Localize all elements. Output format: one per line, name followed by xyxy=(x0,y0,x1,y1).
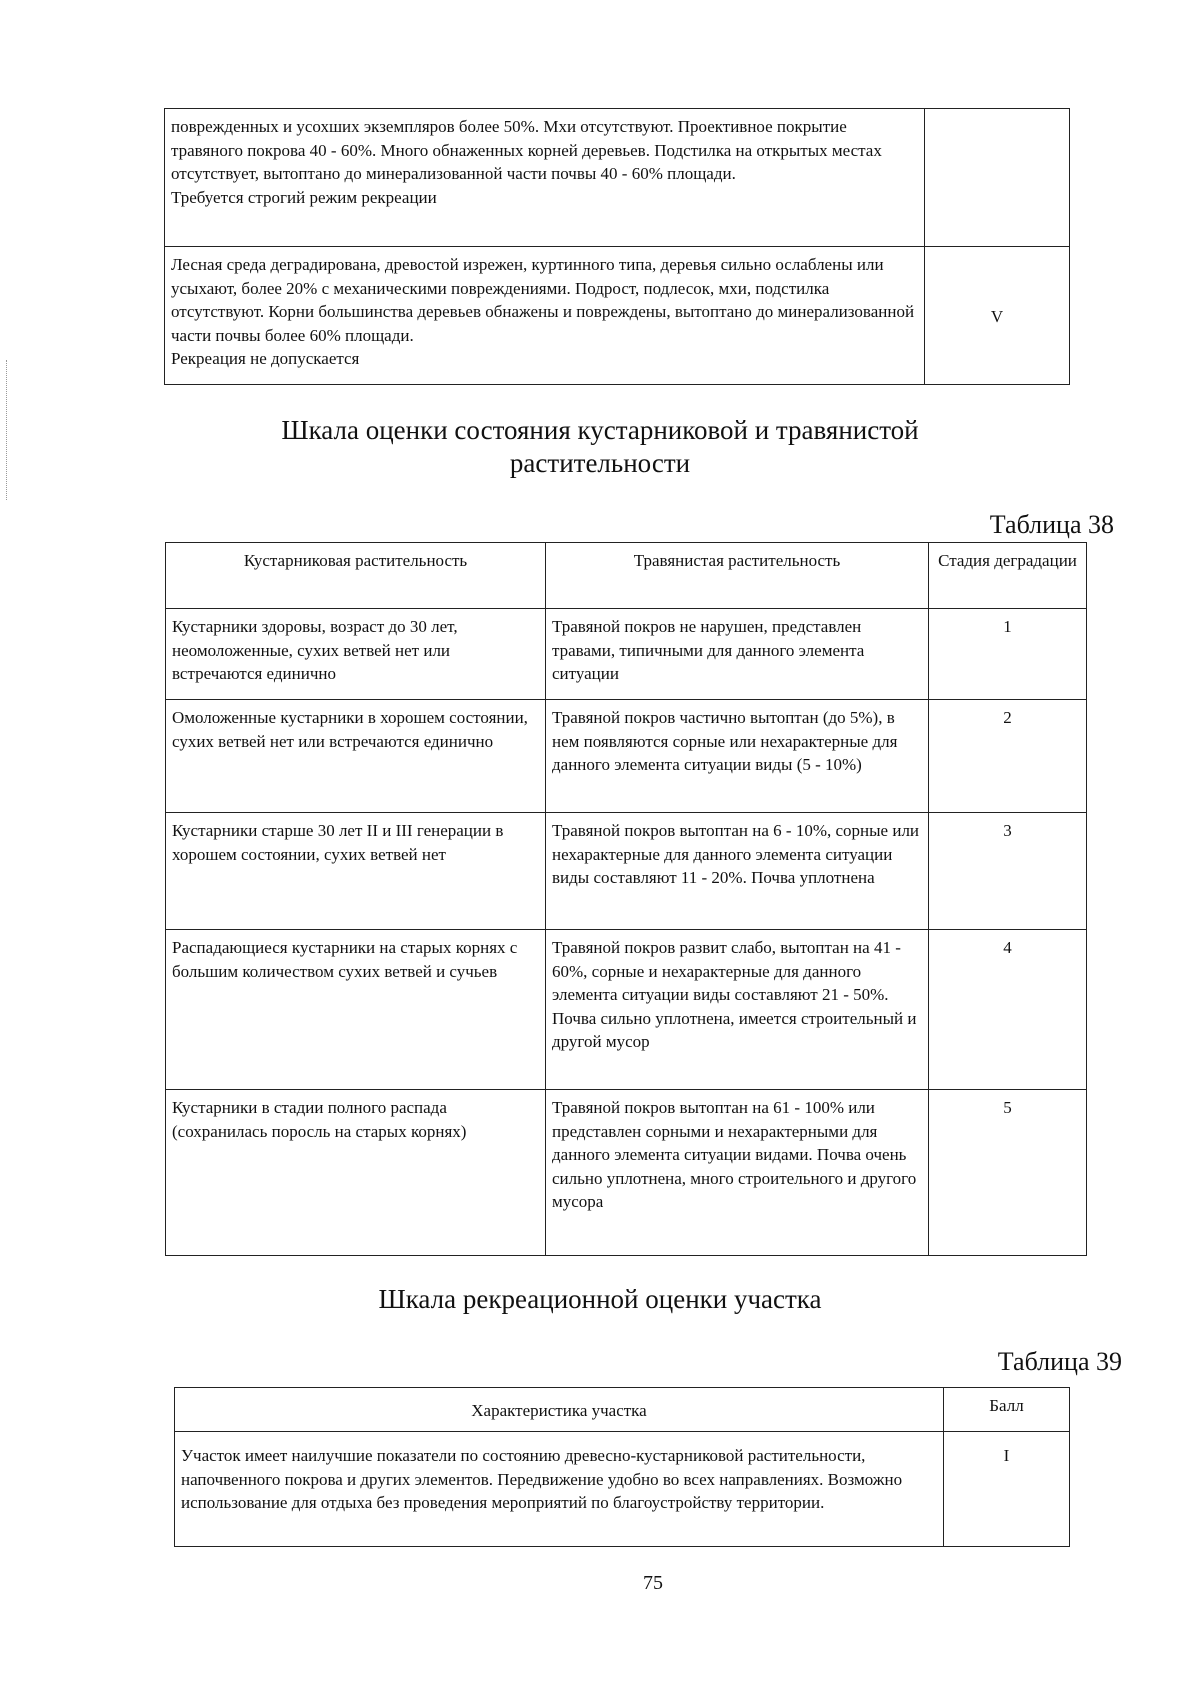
stage-cell: 1 xyxy=(929,609,1087,700)
grass-cell: Травяной покров частично вытоптан (до 5%), в нем появляются сорные или нехарактерные для данного элемента ситуации виды (5 - 10%) xyxy=(546,700,929,813)
grass-cell: Травяной покров развит слабо, вытоптан на 41 - 60%, сорные и нехарактерные для данного элемента ситуации виды составляют 21 - 50%. Почва сильно уплотнена, имеется строительный и другой мусор xyxy=(546,930,929,1090)
shrub-cell: Кустарники в стадии полного распада (сохранилась поросль на старых корнях) xyxy=(166,1090,546,1256)
recreation-note: Рекреация не допускается xyxy=(171,349,360,368)
score-cell: I xyxy=(944,1432,1070,1547)
table-row xyxy=(166,700,1087,813)
page-number: 75 xyxy=(643,1572,663,1594)
grade-cell xyxy=(925,109,1070,247)
section-title-shrub-grass: Шкала оценки состояния кустарниковой и травянистой растительности xyxy=(281,415,919,478)
characteristic-cell: Участок имеет наилучшие показатели по состоянию древесно-кустарниковой растительности, напочвенного покрова и других элементов. Передвижение удобно во всех направлениях. Возможно использование для отдыха без проведения мероприятий по благоустройству территории. xyxy=(175,1432,944,1547)
header-grass: Травянистая растительность xyxy=(546,543,929,609)
grass-cell: Травяной покров не нарушен, представлен травами, типичными для данного элемента ситуации xyxy=(546,609,929,700)
condition-description: поврежденных и усохших экземпляров более 50%. Мхи отсутствуют. Проективное покрытие травяного покрова 40 - 60%. Много обнаженных корней деревьев. Подстилка на открытых местах отсутствует, вытоптано до минерализованной части почвы 40 - 60% площади. Требуется строгий режим рекреации xyxy=(165,109,925,247)
table-row xyxy=(166,1090,1087,1256)
table-row xyxy=(166,930,1087,1090)
shrub-cell: Омоложенные кустарники в хорошем состоянии, сухих ветвей нет или встречаются единично xyxy=(166,700,546,813)
section-title-recreation: Шкала рекреационной оценки участка xyxy=(378,1284,822,1314)
stage-cell: 5 xyxy=(929,1090,1087,1256)
header-score: Балл xyxy=(944,1388,1070,1432)
header-characteristic: Характеристика участка xyxy=(175,1388,944,1432)
table-38 xyxy=(165,542,1087,1256)
table-header-row xyxy=(175,1388,1070,1432)
grass-cell: Травяной покров вытоптан на 61 - 100% или представлен сорными и нехарактерными для данного элемента ситуации видами. Почва очень сильно уплотнена, много строительного и другого мусора xyxy=(546,1090,929,1256)
table-row xyxy=(166,609,1087,700)
shrub-cell: Кустарники здоровы, возраст до 30 лет, неомоложенные, сухих ветвей нет или встречаются единично xyxy=(166,609,546,700)
condition-description: Лесная среда деградирована, древостой изрежен, куртинного типа, деревья сильно ослаблены или усыхают, более 20% с механическими повреждениями. Подрост, подлесок, мхи, подстилка отсутствуют. Корни большинства деревьев обнажены и повреждены, вытоптано до минерализованной части почвы более 60% площади. Рекреация не допускается xyxy=(165,247,925,385)
table-previous-continuation xyxy=(164,108,1070,385)
stage-cell: 3 xyxy=(929,813,1087,930)
grade-cell: V xyxy=(925,247,1070,385)
table-39 xyxy=(174,1387,1070,1547)
table-39-label: Таблица 39 xyxy=(997,1347,1122,1376)
table-header-row xyxy=(166,543,1087,609)
table-row xyxy=(165,247,1070,385)
recreation-note: Требуется строгий режим рекреации xyxy=(171,187,437,207)
grass-cell: Травяной покров вытоптан на 6 - 10%, сорные или нехарактерные для данного элемента ситуации виды составляют 11 - 20%. Почва уплотнена xyxy=(546,813,929,930)
table-row xyxy=(175,1432,1070,1547)
table-38-label: Таблица 38 xyxy=(989,510,1114,539)
header-stage: Стадия деградации xyxy=(929,543,1087,609)
shrub-cell: Кустарники старше 30 лет II и III генерации в хорошем состоянии, сухих ветвей нет xyxy=(166,813,546,930)
header-shrub: Кустарниковая растительность xyxy=(166,543,546,609)
stage-cell: 2 xyxy=(929,700,1087,813)
shrub-cell: Распадающиеся кустарники на старых корнях с большим количеством сухих ветвей и сучьев xyxy=(166,930,546,1090)
stage-cell: 4 xyxy=(929,930,1087,1090)
table-row xyxy=(165,109,1070,247)
table-row xyxy=(166,813,1087,930)
